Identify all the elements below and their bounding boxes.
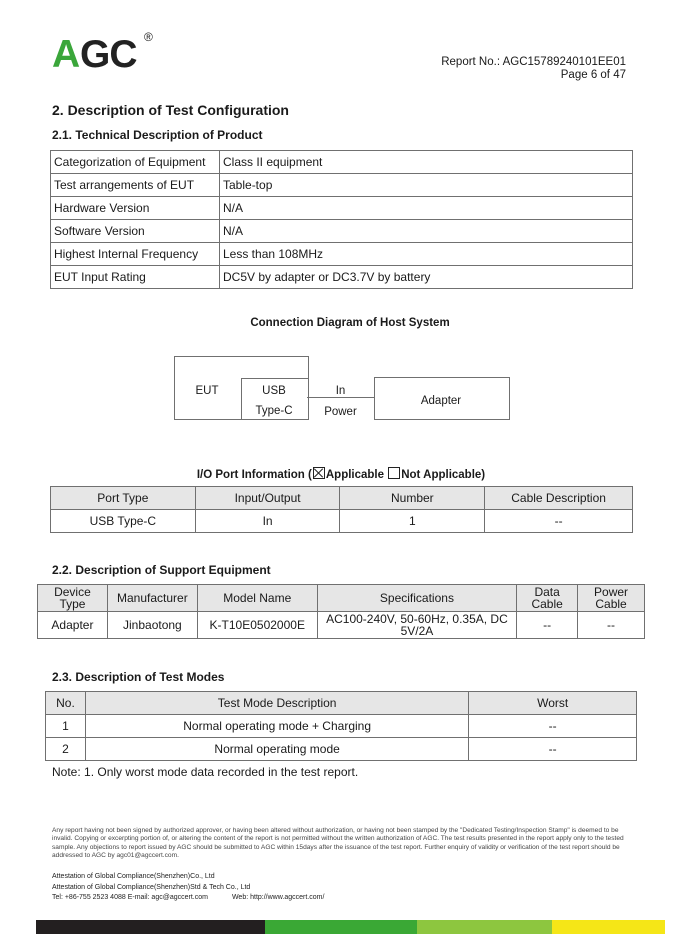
mode-cell: 2 xyxy=(46,738,86,761)
header-row xyxy=(51,487,633,510)
tech-label-cell: Hardware Version xyxy=(51,197,220,220)
adapter-label: Adapter xyxy=(420,395,462,407)
tel-email: Tel: +86-755 2523 4088 E-mail: agc@agccert.com xyxy=(52,894,208,901)
mode-cell: -- xyxy=(469,715,637,738)
diagram-title: Connection Diagram of Host System xyxy=(250,317,450,329)
io-header-cell: Number xyxy=(340,487,485,510)
table-row xyxy=(46,738,637,761)
section-title: 2. Description of Test Configuration xyxy=(52,102,289,118)
footer-bar-yellow xyxy=(552,920,665,934)
support-header-cell: Model Name xyxy=(197,585,317,612)
support-header-cell: Data Cable xyxy=(517,585,578,612)
io-cell: USB Type-C xyxy=(51,510,196,533)
table-row xyxy=(51,174,633,197)
contact-line xyxy=(52,893,324,904)
table-row xyxy=(51,151,633,174)
registered-mark: ® xyxy=(144,30,153,44)
support-cell: -- xyxy=(578,612,645,639)
tech-value-cell: DC5V by adapter or DC3.7V by battery xyxy=(220,266,633,289)
tech-value-cell: Class II equipment xyxy=(220,151,633,174)
test-mode-note: Note: 1. Only worst mode data recorded in the test report. xyxy=(52,765,359,779)
checked-box-icon xyxy=(313,467,325,479)
usb-label-1: USB xyxy=(262,385,286,397)
support-equipment-table xyxy=(37,584,645,639)
power-label: Power xyxy=(324,406,357,418)
mode-header-cell: Worst xyxy=(469,692,637,715)
logo-letter-a: A xyxy=(52,33,80,76)
io-port-title xyxy=(0,467,682,481)
table-row xyxy=(51,510,633,533)
footer-bar-lightgreen xyxy=(417,920,552,934)
mode-cell: Normal operating mode + Charging xyxy=(85,715,468,738)
mode-header-cell: Test Mode Description xyxy=(85,692,468,715)
support-header-cell: Specifications xyxy=(317,585,517,612)
test-modes-table xyxy=(45,691,637,761)
logo-letters-gc: GC xyxy=(80,33,137,76)
mode-header-cell: No. xyxy=(46,692,86,715)
support-header-cell: Device Type xyxy=(38,585,108,612)
footer-bar-green xyxy=(265,920,417,934)
io-header-cell: Port Type xyxy=(51,487,196,510)
tech-value-cell: Less than 108MHz xyxy=(220,243,633,266)
technical-description-table xyxy=(50,150,633,289)
mode-cell: Normal operating mode xyxy=(85,738,468,761)
tech-label-cell: Categorization of Equipment xyxy=(51,151,220,174)
table-row xyxy=(38,612,645,639)
tech-value-cell: N/A xyxy=(220,197,633,220)
connection-line xyxy=(307,397,374,398)
page-number: Page 6 of 47 xyxy=(560,69,626,81)
tech-value-cell: N/A xyxy=(220,220,633,243)
mode-cell: -- xyxy=(469,738,637,761)
tech-label-cell: Software Version xyxy=(51,220,220,243)
tech-label-cell: Test arrangements of EUT xyxy=(51,174,220,197)
disclaimer-text: Any report having not been signed by authorized approver, or having been altered without authorization, or having not been stamped by the "Dedicated Testing/Inspection Stamp" is deemed to be invalid. Copying or excerpting portion of, or altering the content of the report is not permitted without the written authorization of AGC. The test results presented in the report apply only to the tested sample. Any objections to report issued by AGC should be submitted to AGC within 15days after the issuance of the test report. Further enquiry of validity or verification of the test report should be addressed to AGC by agc01@agccert.com. xyxy=(52,827,624,860)
tech-label-cell: Highest Internal Frequency xyxy=(51,243,220,266)
applicable-label: Applicable xyxy=(325,469,385,481)
attestation-block xyxy=(52,872,324,904)
io-header-cell: Cable Description xyxy=(485,487,633,510)
tech-label-cell: EUT Input Rating xyxy=(51,266,220,289)
eut-label: EUT xyxy=(195,385,219,397)
io-title-prefix: I/O Port Information ( xyxy=(196,469,312,481)
tech-value-cell: Table-top xyxy=(220,174,633,197)
support-cell: K-T10E0502000E xyxy=(197,612,317,639)
unchecked-box-icon xyxy=(388,467,400,479)
table-row xyxy=(51,220,633,243)
attestation-line-2: Attestation of Global Compliance(Shenzhen)Std & Tech Co., Ltd xyxy=(52,883,251,891)
support-header-cell: Power Cable xyxy=(578,585,645,612)
subsection-support-title: 2.2. Description of Support Equipment xyxy=(52,563,271,577)
support-cell: Jinbaotong xyxy=(107,612,197,639)
io-port-table xyxy=(50,486,633,533)
not-applicable-label: Not Applicable) xyxy=(401,469,486,481)
usb-label-2: Type-C xyxy=(255,405,293,417)
subsection-technical-title: 2.1. Technical Description of Product xyxy=(52,128,263,142)
website: Web: http://www.agccert.com/ xyxy=(231,894,325,901)
support-cell: -- xyxy=(517,612,578,639)
mode-cell: 1 xyxy=(46,715,86,738)
support-cell: AC100-240V, 50-60Hz, 0.35A, DC 5V/2A xyxy=(317,612,517,639)
header-row xyxy=(46,692,637,715)
io-cell: In xyxy=(195,510,340,533)
table-row xyxy=(51,266,633,289)
attestation-line-1: Attestation of Global Compliance(Shenzhen)Co., Ltd xyxy=(52,873,215,880)
table-row xyxy=(51,243,633,266)
io-header-cell: Input/Output xyxy=(195,487,340,510)
header-row xyxy=(38,585,645,612)
io-cell: 1 xyxy=(340,510,485,533)
io-cell: -- xyxy=(485,510,633,533)
report-number: Report No.: AGC15789240101EE01 xyxy=(441,56,626,68)
table-row xyxy=(51,197,633,220)
subsection-modes-title: 2.3. Description of Test Modes xyxy=(52,670,225,684)
footer-bar-black xyxy=(36,920,265,934)
support-cell: Adapter xyxy=(38,612,108,639)
report-header xyxy=(441,56,626,82)
table-row xyxy=(46,715,637,738)
in-label: In xyxy=(335,385,346,397)
support-header-cell: Manufacturer xyxy=(107,585,197,612)
